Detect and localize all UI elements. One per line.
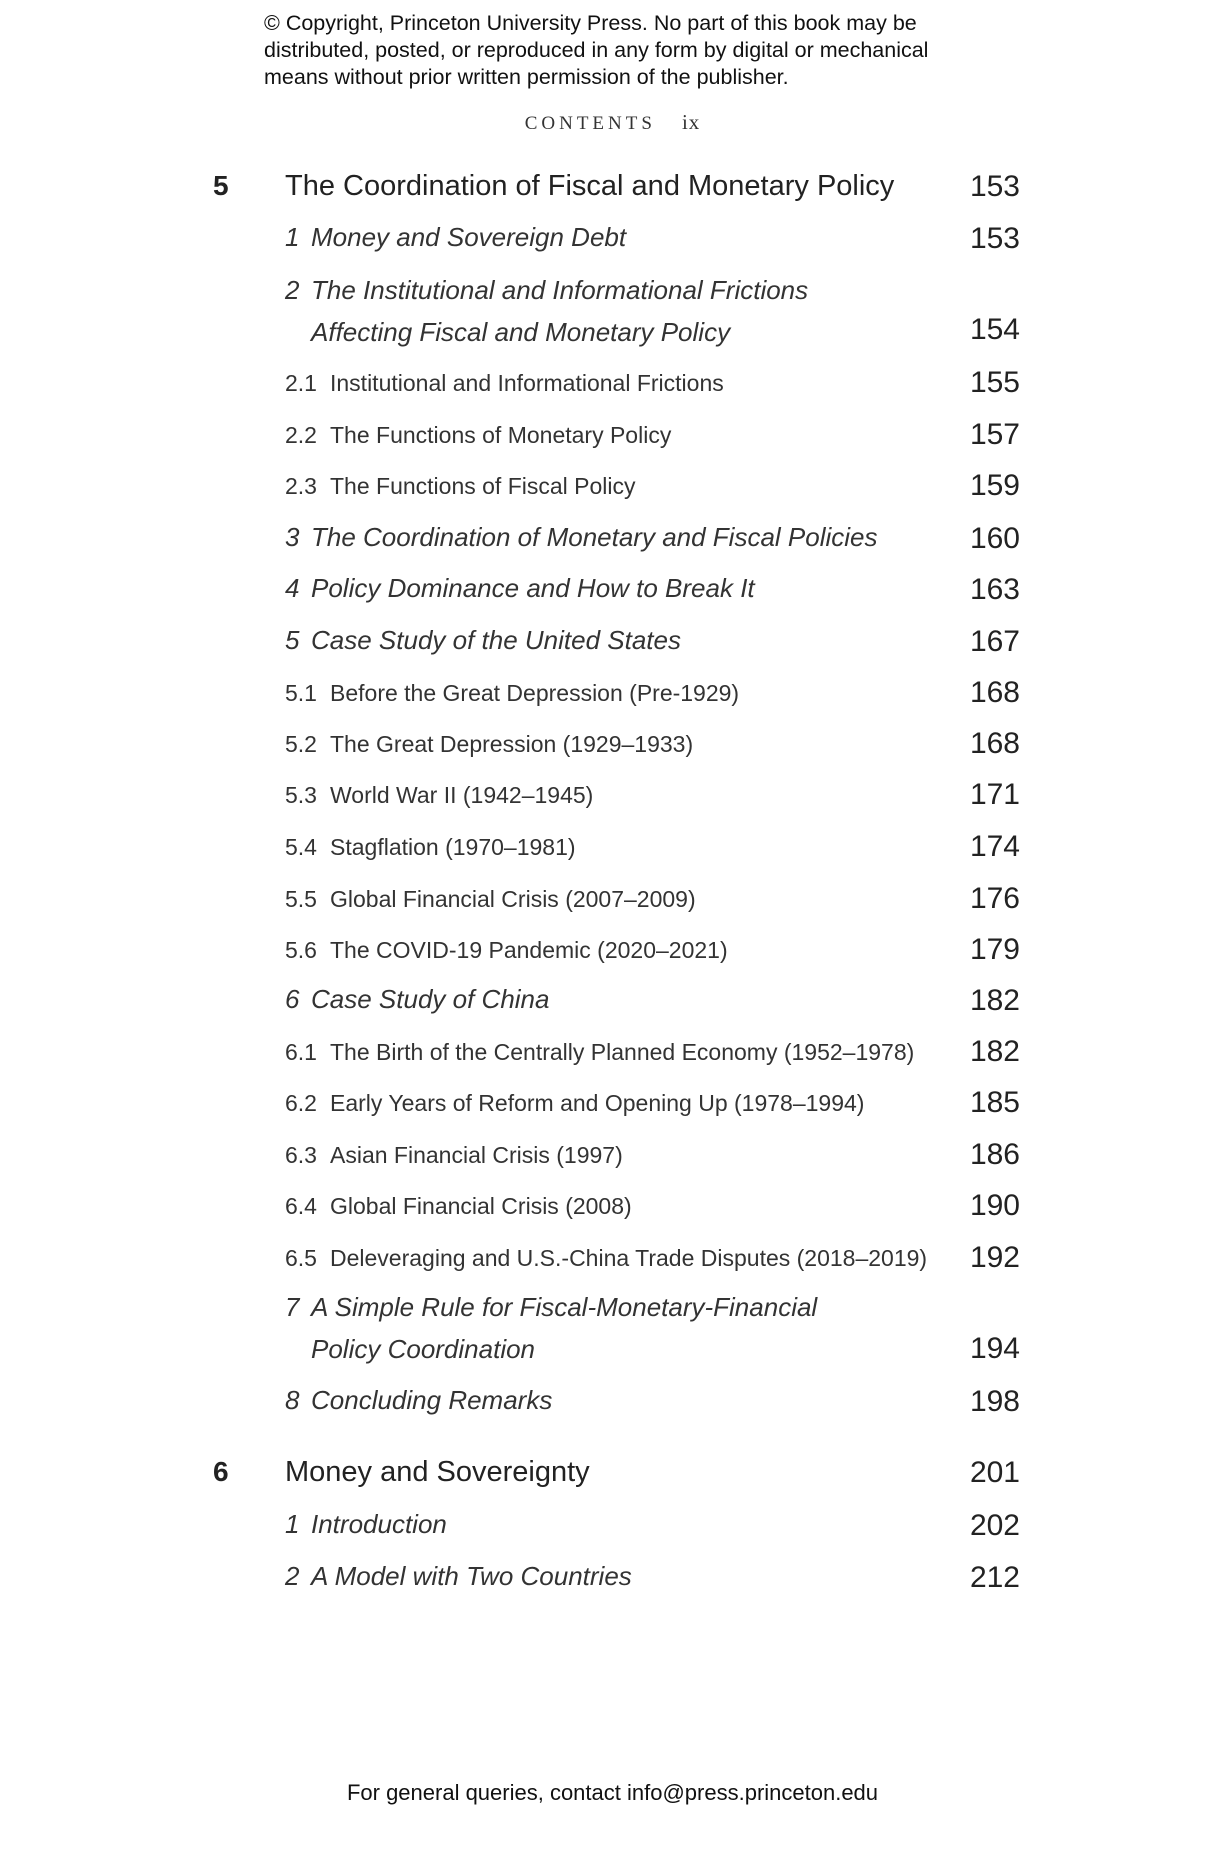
toc-entry-number: 2	[285, 1561, 300, 1591]
toc-entry-page: 154	[969, 313, 1020, 346]
toc-entry-page: 212	[969, 1561, 1020, 1594]
copyright-line: means without prior written permission of the publisher.	[264, 65, 789, 89]
toc-entry-title: Institutional and Informational Frictions	[330, 370, 724, 396]
toc-entry-number: 8	[285, 1385, 300, 1415]
toc-entry-page: 160	[969, 522, 1020, 555]
toc-entry-title: The Coordination of Fiscal and Monetary Policy	[285, 170, 895, 202]
toc-entry-number: 5.3	[285, 782, 317, 808]
toc-entry-page: 179	[969, 933, 1020, 966]
toc-entry-title: Concluding Remarks	[311, 1385, 553, 1415]
toc-entry-title: The Institutional and Informational Frictions	[311, 275, 809, 305]
toc-entry-title: World War II (1942–1945)	[330, 782, 594, 808]
running-head	[0, 110, 1225, 135]
toc-entry-number: 6.1	[285, 1039, 317, 1065]
toc-entry-number: 5	[213, 170, 229, 201]
toc-entry-title: Early Years of Reform and Opening Up (1978–1994)	[330, 1090, 865, 1116]
toc-entry-page: 163	[969, 573, 1020, 606]
toc-entry-page: 201	[969, 1456, 1020, 1489]
toc-entry-title: A Simple Rule for Fiscal-Monetary-Financial	[311, 1292, 818, 1322]
toc-entry-page: 168	[969, 676, 1020, 709]
toc-entry-page: 155	[969, 366, 1020, 399]
toc-entry-page: 159	[969, 469, 1020, 502]
toc-entry-page: 182	[969, 984, 1020, 1017]
toc-entry-title: Policy Dominance and How to Break It	[311, 573, 755, 603]
toc-entry-title: The Coordination of Monetary and Fiscal Policies	[311, 522, 878, 552]
toc-entry-page: 192	[969, 1241, 1020, 1274]
toc-entry-page: 153	[969, 170, 1020, 203]
toc-entry-title: The Functions of Fiscal Policy	[330, 473, 636, 499]
toc-entry-title: Case Study of the United States	[311, 625, 681, 655]
toc-entry-title: The Great Depression (1929–1933)	[330, 731, 694, 757]
toc-entry-number: 6	[213, 1456, 229, 1487]
toc-entry-title: Money and Sovereignty	[285, 1456, 590, 1488]
toc-entry-page: 194	[969, 1332, 1020, 1365]
toc-entry-title: Asian Financial Crisis (1997)	[330, 1142, 623, 1168]
toc-entry-number: 2.2	[285, 422, 317, 448]
toc-entry-number: 1	[285, 222, 300, 252]
toc-entry-title-continued: Affecting Fiscal and Monetary Policy	[311, 317, 731, 347]
toc-entry-title: Before the Great Depression (Pre-1929)	[330, 680, 740, 706]
toc-entry-title: Global Financial Crisis (2008)	[330, 1193, 632, 1219]
toc-entry-title: Case Study of China	[311, 984, 550, 1014]
toc-entry-number: 1	[285, 1509, 300, 1539]
toc-entry-title-continued: Policy Coordination	[311, 1334, 536, 1364]
copyright-line: © Copyright, Princeton University Press. No part of this book may be	[264, 11, 917, 35]
toc-entry-page: 157	[969, 418, 1020, 451]
toc-entry-page: 186	[969, 1138, 1020, 1171]
running-head-title: CONTENTS	[524, 113, 656, 134]
toc-entry-title: Global Financial Crisis (2007–2009)	[330, 886, 696, 912]
toc-entry-number: 4	[285, 573, 300, 603]
copyright-notice	[264, 10, 984, 91]
toc-entry-number: 6.2	[285, 1090, 317, 1116]
toc-entry-number: 5	[285, 625, 300, 655]
toc-entry-page: 202	[969, 1509, 1020, 1542]
copyright-line: distributed, posted, or reproduced in any form by digital or mechanical	[264, 38, 929, 62]
toc-entry-number: 6	[285, 984, 300, 1014]
toc-entry-page: 168	[969, 727, 1020, 760]
toc-entry-title: Introduction	[311, 1509, 447, 1539]
toc-entry-page: 182	[969, 1035, 1020, 1068]
toc-entry-number: 5.1	[285, 680, 317, 706]
toc-entry-number: 5.5	[285, 886, 317, 912]
toc-entry-title: The COVID-19 Pandemic (2020–2021)	[330, 937, 728, 963]
toc-entry-number: 7	[285, 1292, 300, 1322]
toc-entry-title: Stagflation (1970–1981)	[330, 834, 576, 860]
toc-entry-page: 167	[969, 625, 1020, 658]
toc-entry-number: 5.6	[285, 937, 317, 963]
toc-entry-page: 190	[969, 1189, 1020, 1222]
toc-entry-number: 3	[285, 522, 300, 552]
toc-entry-title: A Model with Two Countries	[311, 1561, 632, 1591]
toc-entry-page: 185	[969, 1086, 1020, 1119]
toc-entry-page: 171	[969, 778, 1020, 811]
toc-entry-title: Deleveraging and U.S.-China Trade Disputes (2018–2019)	[330, 1245, 928, 1271]
toc-entry-page: 198	[969, 1385, 1020, 1418]
toc-entry-title: Money and Sovereign Debt	[311, 222, 627, 252]
toc-entry-page: 174	[969, 830, 1020, 863]
toc-entry-number: 6.5	[285, 1245, 317, 1271]
toc-entry-page: 176	[969, 882, 1020, 915]
toc-entry-number: 6.4	[285, 1193, 317, 1219]
toc-entry-number: 2.3	[285, 473, 317, 499]
toc-entry-title: The Functions of Monetary Policy	[330, 422, 672, 448]
toc-entry-number: 2	[285, 275, 300, 305]
toc-entry-number: 6.3	[285, 1142, 317, 1168]
footer-contact: For general queries, contact info@press.princeton.edu	[346, 1780, 879, 1805]
toc-entry-page: 153	[969, 222, 1020, 255]
toc-entry-title: The Birth of the Centrally Planned Economy (1952–1978)	[330, 1039, 915, 1065]
toc-entry-number: 5.4	[285, 834, 317, 860]
toc-entry-number: 2.1	[285, 370, 317, 396]
toc-entry-number: 5.2	[285, 731, 317, 757]
running-head-page-number: ix	[681, 110, 701, 134]
